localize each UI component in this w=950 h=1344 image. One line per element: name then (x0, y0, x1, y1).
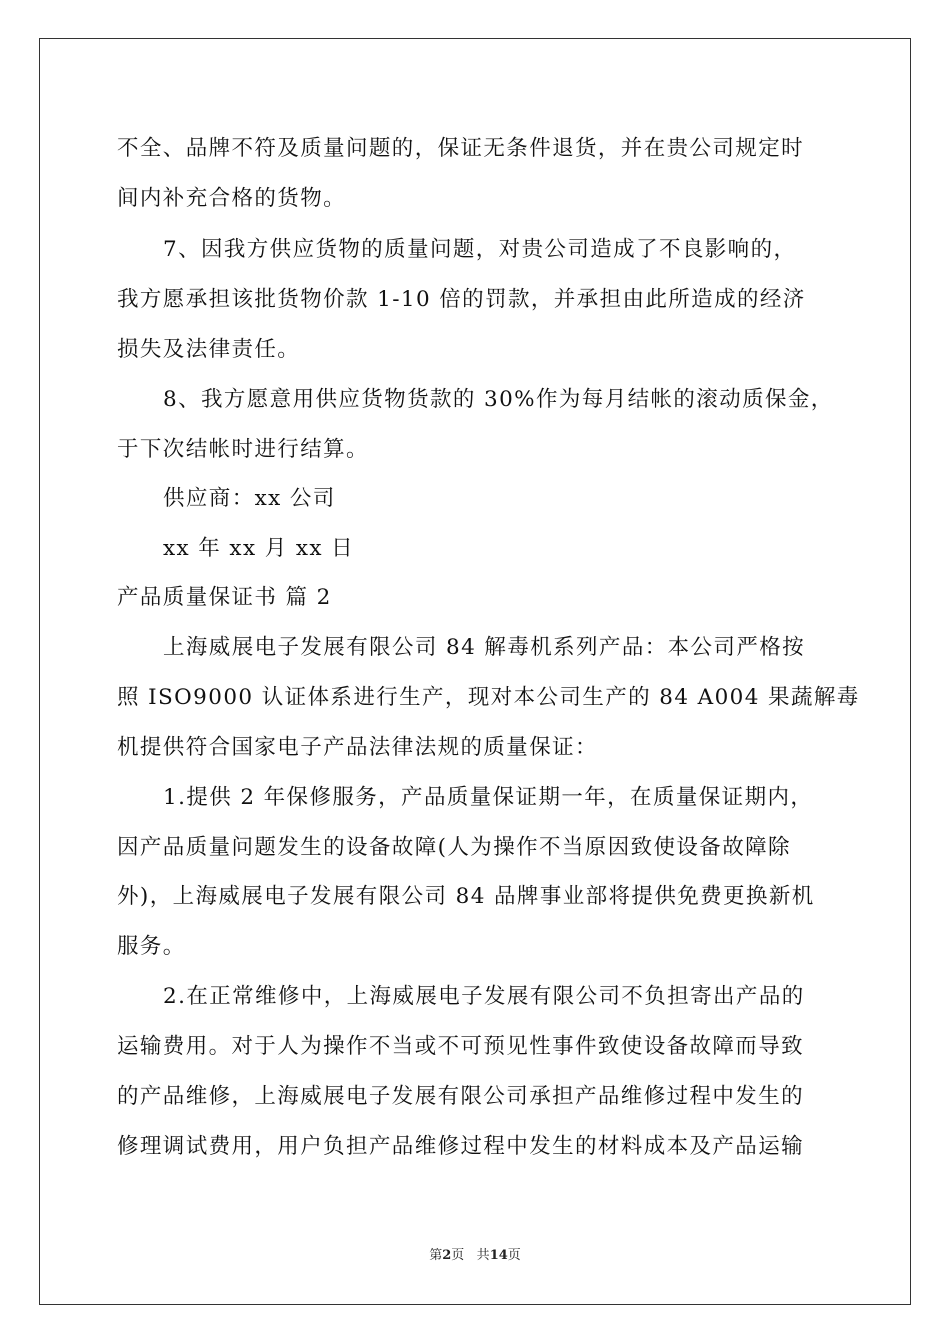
date-line: xx 年 xx 月 xx 日 (163, 536, 355, 561)
text-line: 服务。 (117, 934, 186, 959)
text-line: 上海威展电子发展有限公司 84 解毒机系列产品：本公司严格按 (163, 635, 806, 660)
footer-total-pages: 14 (489, 1248, 508, 1263)
text-line: 因产品质量问题发生的设备故障(人为操作不当原因致使设备故障除 (117, 835, 791, 860)
text-line: 的产品维修，上海威展电子发展有限公司承担产品维修过程中发生的 (117, 1084, 805, 1109)
text-line: 7、因我方供应货物的质量问题，对贵公司造成了不良影响的， (163, 237, 797, 262)
text-line: 8、我方愿意用供应货物货款的 30%作为每月结帐的滚动质保金， (163, 387, 834, 412)
footer-total-suffix: 页 (507, 1248, 521, 1263)
footer-prefix: 第 (429, 1248, 443, 1263)
text-line: 我方愿承担该批货物价款 1-10 倍的罚款，并承担由此所造成的经济 (117, 287, 806, 312)
supplier-line: 供应商：xx 公司 (163, 486, 336, 511)
text-line: 间内补充合格的货物。 (117, 186, 347, 211)
text-line: 于下次结帐时进行结算。 (117, 437, 369, 462)
section-heading: 产品质量保证书 篇 2 (117, 585, 332, 610)
text-line: 修理调试费用，用户负担产品维修过程中发生的材料成本及产品运输 (117, 1134, 805, 1159)
text-line: 照 ISO9000 认证体系进行生产，现对本公司生产的 84 A004 果蔬解毒 (117, 685, 860, 710)
text-line: 不全、品牌不符及质量问题的，保证无条件退货，并在贵公司规定时 (117, 136, 805, 161)
page-border (39, 38, 911, 1305)
text-line: 外)，上海威展电子发展有限公司 84 品牌事业部将提供免费更换新机 (117, 884, 815, 909)
page-footer (0, 1247, 950, 1265)
text-line: 机提供符合国家电子产品法律法规的质量保证： (117, 735, 598, 760)
text-line: 1.提供 2 年保修服务，产品质量保证期一年，在质量保证期内， (163, 785, 814, 810)
footer-page-suffix: 页 (451, 1248, 465, 1263)
text-line: 损失及法律责任。 (117, 337, 301, 362)
footer-page-number: 2 (442, 1248, 452, 1263)
text-line: 2.在正常维修中，上海威展电子发展有限公司不负担寄出产品的 (163, 984, 805, 1009)
footer-total-prefix: 共 (476, 1248, 490, 1263)
text-line: 运输费用。对于人为操作不当或不可预见性事件致使设备故障而导致 (117, 1034, 805, 1059)
